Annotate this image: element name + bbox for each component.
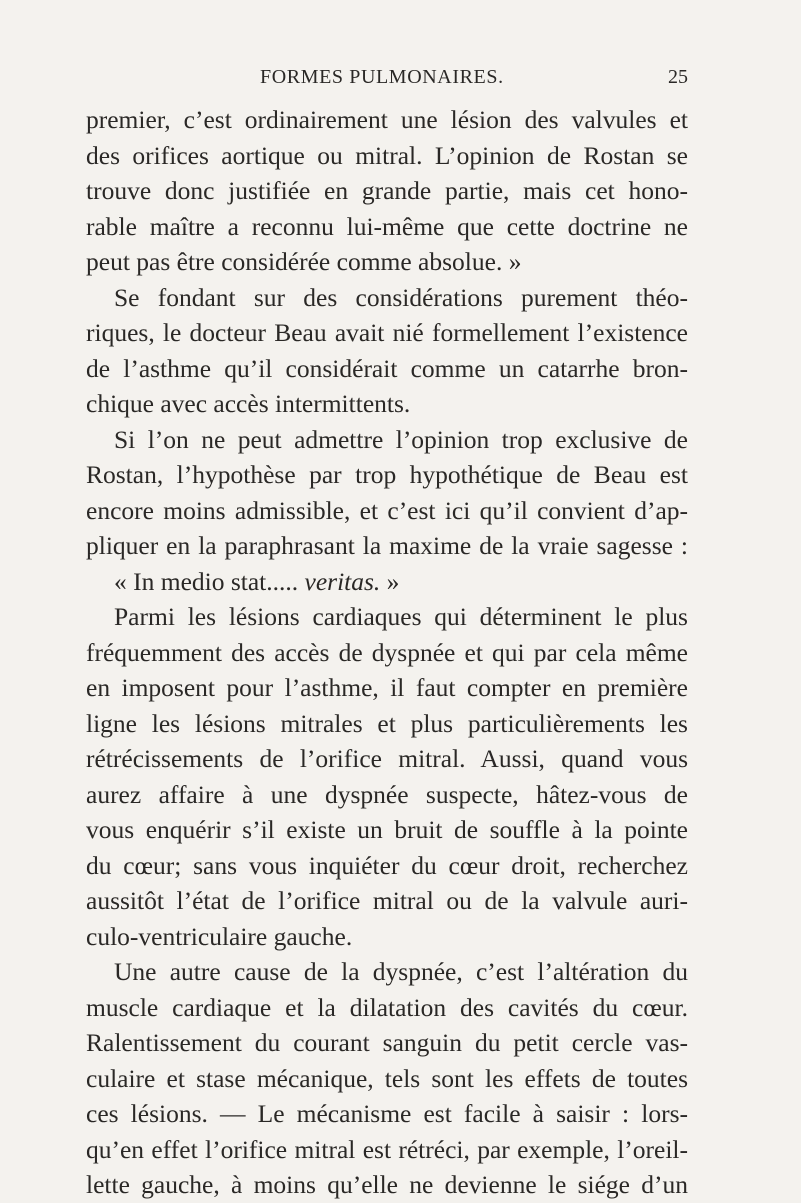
- text-line: de l’asthme qu’il considérait comme un catarrhe bron-: [86, 353, 688, 383]
- text-line: Ralentissement du courant sanguin du petit cercle vas-: [86, 1028, 688, 1057]
- text-line: peut pas être considérée comme absolue. »: [86, 247, 522, 276]
- text-line: culo-ventriculaire gauche.: [86, 921, 353, 951]
- text-line: premier, c’est ordinairement une lésion des valvules et: [86, 105, 688, 134]
- text-line: ligne les lésions mitrales et plus particulièrements les: [86, 708, 688, 738]
- text-line: du cœur; sans vous inquiéter du cœur droit, recherchez: [86, 850, 688, 880]
- text-line: Se fondant sur des considérations purement théo-: [114, 282, 688, 312]
- maxim-italic: veritas.: [304, 566, 381, 596]
- text-line: chique avec accès intermittents.: [86, 389, 411, 418]
- latin-maxim-line: [86, 564, 688, 600]
- text-line: trouve donc justifiée en grande partie, mais cet hono-: [86, 176, 688, 205]
- running-title: FORMES PULMONAIRES.: [260, 66, 504, 88]
- maxim-start: « In medio stat.....: [114, 566, 299, 596]
- text-line: culaire et stase mécanique, tels sont les effets de toutes: [86, 1063, 688, 1093]
- text-line: Parmi les lésions cardiaques qui déterminent le plus: [114, 602, 688, 631]
- text-line: muscle cardiaque et la dilatation des cavités du cœur.: [86, 992, 688, 1022]
- page-number: 25: [668, 66, 688, 88]
- text-line: pliquer en la paraphrasant la maxime de la vraie sagesse :: [86, 531, 688, 560]
- text-line: en imposent pour l’asthme, il faut compter en première: [86, 673, 688, 702]
- text-line: ces lésions. — Le mécanisme est facile à saisir : lors-: [86, 1099, 688, 1128]
- text-line: vous enquérir s’il existe un bruit de souffle à la pointe: [86, 815, 688, 844]
- text-line: qu’en effet l’orifice mitral est rétréci, par exemple, l’oreil-: [86, 1134, 688, 1164]
- text-line: fréquemment des accès de dyspnée et qui par cela même: [86, 637, 688, 667]
- text-line: lette gauche, à moins qu’elle ne devienne le siége d’un: [86, 1170, 688, 1199]
- text-line: encore moins admissible, et c’est ici qu’il convient d’ap-: [86, 495, 688, 525]
- text-line: aussitôt l’état de l’orifice mitral ou de la valvule auri-: [86, 886, 688, 915]
- text-line: rétrécissements de l’orifice mitral. Aussi, quand vous: [86, 744, 688, 773]
- text-line: riques, le docteur Beau avait nié formellement l’existence: [86, 318, 688, 347]
- page-header: [86, 66, 688, 94]
- text-line: Une autre cause de la dyspnée, c’est l’altération du: [114, 957, 688, 986]
- text-line: Si l’on ne peut admettre l’opinion trop exclusive de: [114, 424, 688, 454]
- body-text: [86, 102, 688, 1203]
- text-line: rable maître a reconnu lui-même que cette doctrine ne: [86, 211, 688, 241]
- text-line: des orifices aortique ou mitral. L’opinion de Rostan se: [86, 140, 688, 170]
- text-line: Rostan, l’hypothèse par trop hypothétique de Beau est: [86, 460, 688, 489]
- maxim-close: »: [386, 566, 400, 596]
- text-line: aurez affaire à une dyspnée suspecte, hâtez-vous de: [86, 779, 688, 809]
